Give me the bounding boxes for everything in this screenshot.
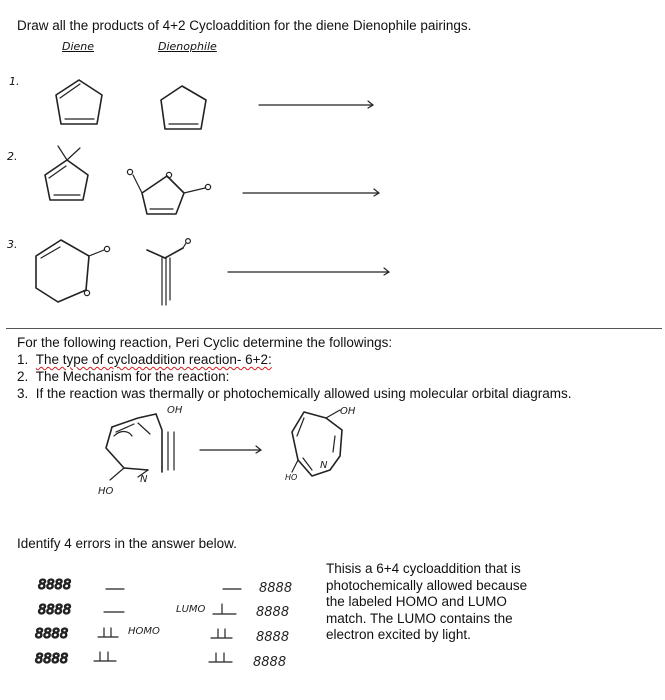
lumo-label: LUMO [176, 604, 206, 615]
item-number: 1. [17, 352, 29, 367]
cyclopentene-structure [161, 86, 206, 129]
reaction-arrow-part2 [200, 446, 261, 453]
section-divider [6, 328, 662, 329]
cyclopentadiene-structure [56, 80, 102, 124]
product-ring-structure [292, 410, 342, 476]
dimethyl-cyclopentadiene-structure [45, 146, 88, 200]
reaction-arrow-3 [228, 268, 389, 275]
item-text: The type of cycloaddition reaction- 6+2: [35, 352, 272, 367]
item-text: If the reaction was thermally or photochemically allowed using molecular orbital diagrams. [35, 386, 572, 401]
orbital-lobes: 8888 [38, 578, 72, 593]
row-number-2: 2. [7, 150, 18, 163]
oh-label-right: OH [340, 406, 356, 417]
part2-intro: For the following reaction, Peri Cyclic determine the followings: [17, 335, 393, 350]
ho-label-left: HO [98, 486, 114, 497]
svg-text:8888: 8888 [256, 630, 290, 645]
svg-text:8888: 8888 [256, 605, 290, 620]
part2-item-3 [17, 386, 572, 402]
reaction-arrow-1 [259, 101, 373, 108]
item-number: 2. [17, 369, 29, 384]
diene-header: Diene [62, 40, 95, 53]
ho-label-right: HO [285, 473, 298, 482]
svg-text:8888: 8888 [38, 603, 72, 618]
homo-label: HOMO [128, 626, 160, 637]
orbital-diagram-left [35, 578, 124, 667]
svg-text:8888: 8888 [259, 581, 293, 596]
reactant-structure [106, 414, 174, 480]
row-number-3: 3. [7, 238, 18, 251]
pyranone-structure [36, 240, 110, 302]
row-number-1: 1. [9, 75, 20, 88]
part2-item-1 [17, 352, 272, 368]
svg-text:8888: 8888 [35, 627, 69, 642]
item-text: The Mechanism for the reaction: [35, 369, 230, 384]
item-number: 3. [17, 386, 29, 401]
reaction-arrow-2 [243, 189, 379, 196]
svg-text:8888: 8888 [253, 655, 287, 670]
part2-item-2 [17, 369, 229, 385]
part3-instruction: Identify 4 errors in the answer below. [17, 536, 237, 551]
answer-paragraph: Thisis a 6+4 cycloaddition that is photochemically allowed because the labeled HOMO and LUMO match. The LUMO contains the electron excited by light. [326, 561, 528, 643]
n-label-left: N [140, 474, 148, 485]
maleic-anhydride-structure [127, 169, 210, 214]
oh-label-left: OH [167, 405, 183, 416]
n-label-right: N [320, 460, 328, 471]
ynone-structure [147, 239, 190, 305]
orbital-diagram-right [209, 581, 292, 670]
svg-text:8888: 8888 [35, 652, 69, 667]
instruction-cycloaddition: Draw all the products of 4+2 Cycloaddition for the diene Dienophile pairings. [17, 18, 472, 33]
dienophile-header: Dienophile [158, 40, 217, 53]
